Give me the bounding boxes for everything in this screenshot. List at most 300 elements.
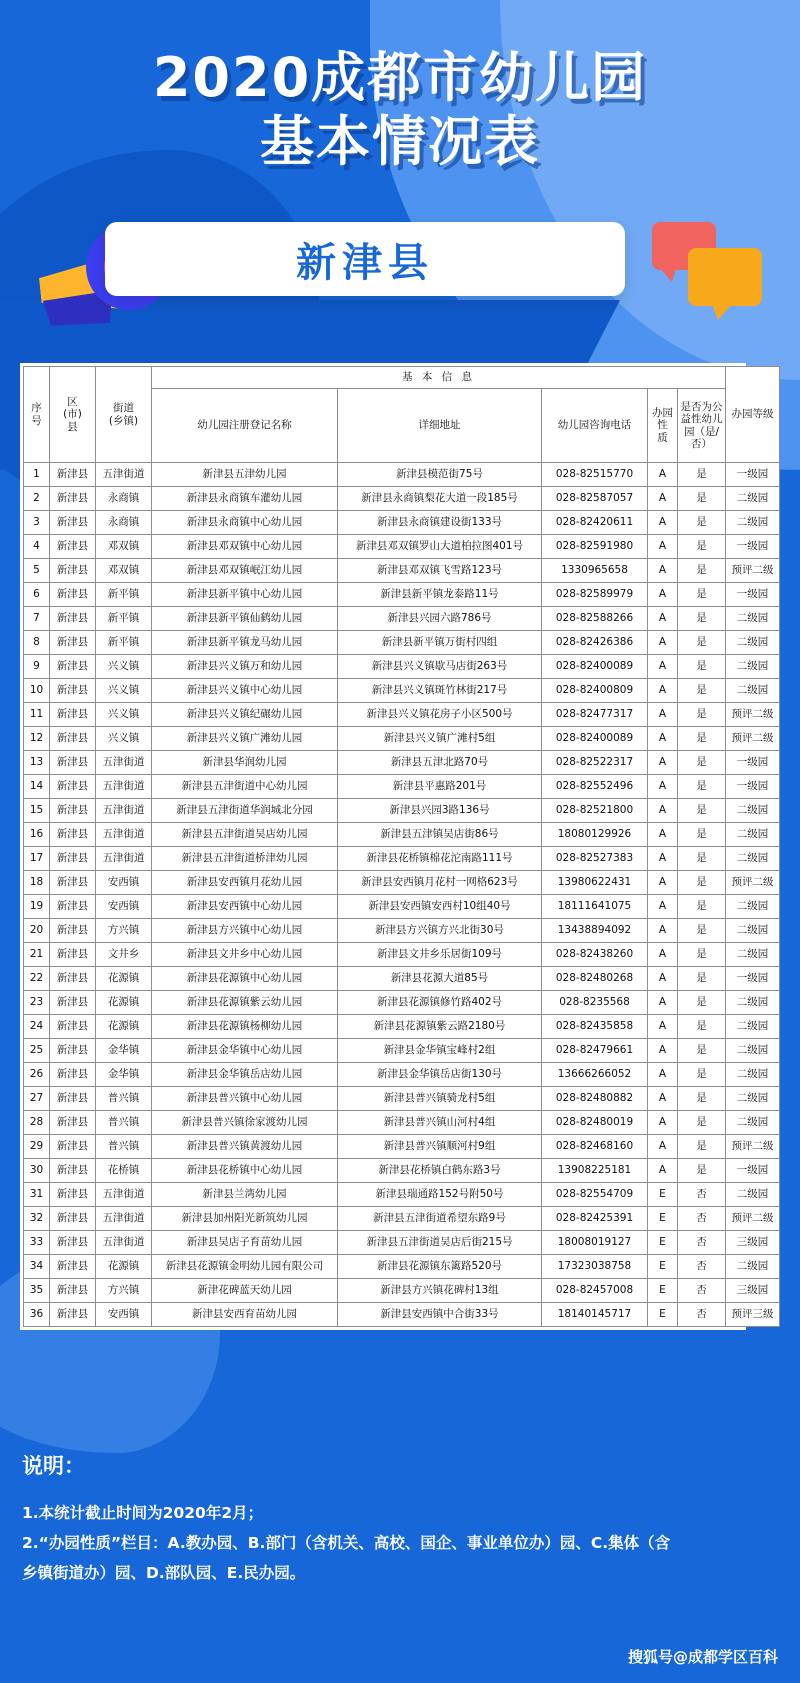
cell-seq: 7 [24, 607, 50, 631]
cell-nature: A [648, 1015, 678, 1039]
cell-public: 是 [678, 535, 726, 559]
cell-address: 新津县安西镇中合街33号 [338, 1303, 542, 1327]
cell-public: 是 [678, 751, 726, 775]
cell-tel: 028-82420611 [542, 511, 648, 535]
cell-level: 二级园 [726, 1087, 780, 1111]
cell-address: 新津县兴义镇广滩村5组 [338, 727, 542, 751]
cell-address: 新津县五津街道希望东路9号 [338, 1207, 542, 1231]
cell-seq: 1 [24, 463, 50, 487]
cell-seq: 24 [24, 1015, 50, 1039]
cell-tel: 028-82477317 [542, 703, 648, 727]
cell-town: 新平镇 [96, 583, 152, 607]
cell-seq: 32 [24, 1207, 50, 1231]
cell-public: 是 [678, 1015, 726, 1039]
cell-name: 新津县安西镇月花幼儿园 [152, 871, 338, 895]
cell-name: 新津县花源镇中心幼儿园 [152, 967, 338, 991]
cell-nature: A [648, 1135, 678, 1159]
cell-district: 新津县 [50, 703, 96, 727]
cell-name: 新津县兴义镇广滩幼儿园 [152, 727, 338, 751]
cell-town: 兴义镇 [96, 703, 152, 727]
cell-tel: 028-82457008 [542, 1279, 648, 1303]
cell-address: 新津县五津镇吴店街86号 [338, 823, 542, 847]
table-row [24, 1039, 780, 1063]
cell-public: 是 [678, 631, 726, 655]
cell-tel: 028-82480019 [542, 1111, 648, 1135]
table-row [24, 1015, 780, 1039]
table-row [24, 919, 780, 943]
cell-name: 新津县金华镇中心幼儿园 [152, 1039, 338, 1063]
cell-seq: 12 [24, 727, 50, 751]
table-row [24, 559, 780, 583]
cell-tel: 028-82522317 [542, 751, 648, 775]
cell-level: 二级园 [726, 655, 780, 679]
cell-district: 新津县 [50, 1111, 96, 1135]
cell-nature: A [648, 1039, 678, 1063]
table-row [24, 1159, 780, 1183]
cell-nature: A [648, 559, 678, 583]
cell-address: 新津县五津街道吴店后街215号 [338, 1231, 542, 1255]
cell-district: 新津县 [50, 1279, 96, 1303]
cell-public: 否 [678, 1183, 726, 1207]
table-row [24, 991, 780, 1015]
cell-seq: 30 [24, 1159, 50, 1183]
cell-level: 一级园 [726, 967, 780, 991]
cell-address: 新津县安西镇月花村一网格623号 [338, 871, 542, 895]
cell-seq: 4 [24, 535, 50, 559]
column-header-nature: 办园性 质 [648, 389, 678, 463]
cell-tel: 18140145717 [542, 1303, 648, 1327]
table-row [24, 679, 780, 703]
cell-public: 是 [678, 1039, 726, 1063]
cell-nature: E [648, 1207, 678, 1231]
cell-district: 新津县 [50, 463, 96, 487]
cell-address: 新津县花源镇修竹路402号 [338, 991, 542, 1015]
cell-district: 新津县 [50, 1255, 96, 1279]
cell-tel: 028-82468160 [542, 1135, 648, 1159]
cell-nature: A [648, 799, 678, 823]
cell-level: 二级园 [726, 799, 780, 823]
cell-tel: 028-82425391 [542, 1207, 648, 1231]
cell-public: 是 [678, 1159, 726, 1183]
cell-level: 二级园 [726, 919, 780, 943]
cell-address: 新津县兴义镇歇马店街263号 [338, 655, 542, 679]
cell-tel: 028-82588266 [542, 607, 648, 631]
cell-tel: 028-82554709 [542, 1183, 648, 1207]
cell-seq: 10 [24, 679, 50, 703]
cell-nature: A [648, 871, 678, 895]
cell-tel: 028-82521800 [542, 799, 648, 823]
table-row [24, 1087, 780, 1111]
cell-name: 新津县兰湾幼儿园 [152, 1183, 338, 1207]
cell-tel: 028-82480268 [542, 967, 648, 991]
notes-line-2: 2.“办园性质”栏目：A.教办园、B.部门（含机关、高校、国企、事业单位办）园、C.集体（含 [22, 1534, 671, 1553]
cell-name: 新津县五津街道桥津幼儿园 [152, 847, 338, 871]
cell-town: 安西镇 [96, 871, 152, 895]
cell-tel: 18080129926 [542, 823, 648, 847]
cell-public: 是 [678, 799, 726, 823]
cell-nature: A [648, 607, 678, 631]
cell-nature: A [648, 943, 678, 967]
cell-district: 新津县 [50, 919, 96, 943]
cell-address: 新津县普兴镇顺河村9组 [338, 1135, 542, 1159]
cell-public: 是 [678, 1087, 726, 1111]
cell-seq: 33 [24, 1231, 50, 1255]
cell-nature: A [648, 487, 678, 511]
cell-seq: 11 [24, 703, 50, 727]
cell-address: 新津县五津北路70号 [338, 751, 542, 775]
cell-town: 永商镇 [96, 487, 152, 511]
cell-seq: 31 [24, 1183, 50, 1207]
cell-name: 新津县金华镇岳店幼儿园 [152, 1063, 338, 1087]
cell-level: 二级园 [726, 511, 780, 535]
cell-address: 新津县方兴镇方兴北街30号 [338, 919, 542, 943]
cell-district: 新津县 [50, 775, 96, 799]
cell-address: 新津县模范街75号 [338, 463, 542, 487]
title-line-1: 2020成都市幼儿园 [152, 46, 648, 109]
table-row [24, 583, 780, 607]
cell-level: 预评二级 [726, 703, 780, 727]
cell-nature: A [648, 535, 678, 559]
cell-public: 是 [678, 679, 726, 703]
cell-town: 五津街道 [96, 1183, 152, 1207]
cell-district: 新津县 [50, 1087, 96, 1111]
cell-nature: A [648, 727, 678, 751]
column-header-town: 街道 (乡镇) [96, 367, 152, 463]
cell-level: 预评三级 [726, 1303, 780, 1327]
cell-address: 新津县新平镇万街村四组 [338, 631, 542, 655]
cell-level: 预评二级 [726, 1207, 780, 1231]
cell-address: 新津县兴园六路786号 [338, 607, 542, 631]
cell-address: 新津县方兴镇花碑村13组 [338, 1279, 542, 1303]
cell-tel: 028-82587057 [542, 487, 648, 511]
table-row [24, 1279, 780, 1303]
table-row [24, 871, 780, 895]
cell-public: 否 [678, 1279, 726, 1303]
cell-name: 新津县文井乡中心幼儿园 [152, 943, 338, 967]
cell-district: 新津县 [50, 1159, 96, 1183]
cell-name: 新津县花源镇金明幼儿园有限公司 [152, 1255, 338, 1279]
table-row [24, 775, 780, 799]
cell-town: 普兴镇 [96, 1087, 152, 1111]
cell-nature: A [648, 703, 678, 727]
table-row [24, 1255, 780, 1279]
cell-name: 新津县兴义镇万和幼儿园 [152, 655, 338, 679]
cell-seq: 29 [24, 1135, 50, 1159]
cell-nature: A [648, 751, 678, 775]
cell-tel: 028-82426386 [542, 631, 648, 655]
cell-seq: 5 [24, 559, 50, 583]
cell-public: 是 [678, 1135, 726, 1159]
cell-seq: 27 [24, 1087, 50, 1111]
cell-name: 新津县兴义镇纪碾幼儿园 [152, 703, 338, 727]
cell-seq: 23 [24, 991, 50, 1015]
cell-name: 新津县普兴镇徐家渡幼儿园 [152, 1111, 338, 1135]
cell-district: 新津县 [50, 1231, 96, 1255]
district-badge [105, 222, 625, 296]
cell-level: 二级园 [726, 679, 780, 703]
cell-name: 新津县花桥镇中心幼儿园 [152, 1159, 338, 1183]
cell-level: 二级园 [726, 1111, 780, 1135]
cell-level: 一级园 [726, 583, 780, 607]
cell-tel: 028-82527383 [542, 847, 648, 871]
cell-name: 新津县新平镇仙鹤幼儿园 [152, 607, 338, 631]
table-row [24, 607, 780, 631]
cell-level: 预评二级 [726, 1135, 780, 1159]
cell-district: 新津县 [50, 1015, 96, 1039]
cell-public: 是 [678, 703, 726, 727]
column-header-public: 是否为公 益性幼儿 园（是/ 否） [678, 389, 726, 463]
cell-seq: 28 [24, 1111, 50, 1135]
cell-district: 新津县 [50, 847, 96, 871]
cell-name: 新津县普兴镇中心幼儿园 [152, 1087, 338, 1111]
table-row [24, 655, 780, 679]
cell-address: 新津县兴园3路136号 [338, 799, 542, 823]
poster-header [0, 0, 800, 350]
cell-nature: A [648, 919, 678, 943]
cell-address: 新津县普兴镇山河村4组 [338, 1111, 542, 1135]
cell-public: 是 [678, 655, 726, 679]
cell-district: 新津县 [50, 679, 96, 703]
cell-seq: 13 [24, 751, 50, 775]
cell-nature: E [648, 1255, 678, 1279]
cell-tel: 028-82480882 [542, 1087, 648, 1111]
cell-address: 新津县安西镇安西村10组40号 [338, 895, 542, 919]
cell-public: 是 [678, 511, 726, 535]
table-row [24, 895, 780, 919]
cell-seq: 9 [24, 655, 50, 679]
cell-town: 新平镇 [96, 631, 152, 655]
column-header-district: 区 (市) 县 [50, 367, 96, 463]
cell-district: 新津县 [50, 751, 96, 775]
cell-district: 新津县 [50, 607, 96, 631]
cell-nature: A [648, 1087, 678, 1111]
cell-district: 新津县 [50, 1207, 96, 1231]
cell-level: 二级园 [726, 823, 780, 847]
cell-nature: E [648, 1279, 678, 1303]
column-header-seq: 序 号 [24, 367, 50, 463]
table-row [24, 535, 780, 559]
cell-nature: E [648, 1231, 678, 1255]
cell-level: 二级园 [726, 487, 780, 511]
cell-town: 金华镇 [96, 1063, 152, 1087]
cell-town: 五津街道 [96, 1207, 152, 1231]
kindergarten-table [23, 366, 780, 1327]
cell-public: 是 [678, 487, 726, 511]
cell-district: 新津县 [50, 559, 96, 583]
cell-name: 新津县花源镇紫云幼儿园 [152, 991, 338, 1015]
cell-tel: 18008019127 [542, 1231, 648, 1255]
column-group-header-basic-info: 基 本 信 息 [152, 367, 726, 389]
cell-name: 新津县吴店子育苗幼儿园 [152, 1231, 338, 1255]
cell-district: 新津县 [50, 895, 96, 919]
cell-address: 新津县邓双镇罗山大道柏拉图401号 [338, 535, 542, 559]
cell-public: 是 [678, 847, 726, 871]
cell-public: 否 [678, 1231, 726, 1255]
cell-name: 新津花碑蓝天幼儿园 [152, 1279, 338, 1303]
cell-tel: 028-82400089 [542, 727, 648, 751]
cell-public: 是 [678, 967, 726, 991]
kindergarten-table-card [20, 363, 774, 1330]
cell-name: 新津县花源镇杨柳幼儿园 [152, 1015, 338, 1039]
cell-level: 二级园 [726, 1039, 780, 1063]
cell-level: 二级园 [726, 847, 780, 871]
cell-level: 二级园 [726, 895, 780, 919]
cell-town: 花源镇 [96, 991, 152, 1015]
cell-seq: 6 [24, 583, 50, 607]
cell-tel: 028-8235568 [542, 991, 648, 1015]
notes-title: 说明： [22, 1454, 85, 1478]
cell-town: 邓双镇 [96, 559, 152, 583]
cell-nature: A [648, 679, 678, 703]
cell-public: 是 [678, 607, 726, 631]
cell-district: 新津县 [50, 799, 96, 823]
district-badge-label: 新津县 [296, 239, 434, 286]
table-row [24, 703, 780, 727]
cell-tel: 028-82400089 [542, 655, 648, 679]
table-row [24, 487, 780, 511]
cell-name: 新津县五津街道吴店幼儿园 [152, 823, 338, 847]
cell-name: 新津县邓双镇岷江幼儿园 [152, 559, 338, 583]
table-row [24, 1183, 780, 1207]
cell-address: 新津县兴义镇斑竹林街217号 [338, 679, 542, 703]
cell-tel: 028-82589979 [542, 583, 648, 607]
cell-level: 一级园 [726, 751, 780, 775]
page-title [0, 48, 800, 173]
cell-town: 五津街道 [96, 751, 152, 775]
cell-address: 新津县金华镇宝峰村2组 [338, 1039, 542, 1063]
table-header [24, 367, 780, 463]
cell-name: 新津县五津街道华润城北分园 [152, 799, 338, 823]
cell-address: 新津县文井乡乐居街109号 [338, 943, 542, 967]
cell-level: 预评二级 [726, 559, 780, 583]
cell-nature: A [648, 991, 678, 1015]
column-header-name: 幼儿园注册登记名称 [152, 389, 338, 463]
cell-address: 新津县新平镇龙泰路11号 [338, 583, 542, 607]
table-row [24, 1231, 780, 1255]
cell-seq: 14 [24, 775, 50, 799]
cell-town: 新平镇 [96, 607, 152, 631]
cell-town: 方兴镇 [96, 919, 152, 943]
notes-line-3: 乡镇街道办）园、D.部队园、E.民办园。 [22, 1564, 306, 1583]
cell-tel: 028-82591980 [542, 535, 648, 559]
cell-public: 是 [678, 775, 726, 799]
cell-district: 新津县 [50, 1183, 96, 1207]
notes-section [22, 1450, 778, 1589]
table-row [24, 1207, 780, 1231]
cell-town: 五津街道 [96, 463, 152, 487]
cell-name: 新津县华润幼儿园 [152, 751, 338, 775]
table-row [24, 799, 780, 823]
cell-tel: 028-82552496 [542, 775, 648, 799]
cell-public: 是 [678, 871, 726, 895]
cell-district: 新津县 [50, 943, 96, 967]
cell-nature: A [648, 967, 678, 991]
cell-nature: A [648, 775, 678, 799]
cell-district: 新津县 [50, 823, 96, 847]
cell-tel: 028-82435858 [542, 1015, 648, 1039]
cell-district: 新津县 [50, 511, 96, 535]
cell-district: 新津县 [50, 535, 96, 559]
cell-district: 新津县 [50, 991, 96, 1015]
cell-name: 新津县兴义镇中心幼儿园 [152, 679, 338, 703]
cell-level: 二级园 [726, 607, 780, 631]
cell-seq: 34 [24, 1255, 50, 1279]
cell-town: 花源镇 [96, 1255, 152, 1279]
cell-town: 普兴镇 [96, 1111, 152, 1135]
cell-tel: 13438894092 [542, 919, 648, 943]
cell-level: 一级园 [726, 535, 780, 559]
cell-nature: A [648, 511, 678, 535]
cell-tel: 028-82515770 [542, 463, 648, 487]
cell-nature: A [648, 1111, 678, 1135]
cell-public: 是 [678, 943, 726, 967]
cell-name: 新津县新平镇龙马幼儿园 [152, 631, 338, 655]
cell-town: 安西镇 [96, 895, 152, 919]
cell-nature: A [648, 847, 678, 871]
cell-town: 五津街道 [96, 823, 152, 847]
cell-public: 是 [678, 919, 726, 943]
cell-town: 方兴镇 [96, 1279, 152, 1303]
cell-public: 是 [678, 463, 726, 487]
cell-name: 新津县方兴镇中心幼儿园 [152, 919, 338, 943]
cell-nature: A [648, 1063, 678, 1087]
cell-address: 新津县花源镇紫云路2180号 [338, 1015, 542, 1039]
cell-address: 新津县花桥镇白鹤东路3号 [338, 1159, 542, 1183]
cell-town: 文井乡 [96, 943, 152, 967]
cell-address: 新津县兴义镇花房子小区500号 [338, 703, 542, 727]
cell-level: 一级园 [726, 463, 780, 487]
cell-town: 五津街道 [96, 775, 152, 799]
cell-level: 一级园 [726, 775, 780, 799]
cell-tel: 028-82400809 [542, 679, 648, 703]
cell-seq: 25 [24, 1039, 50, 1063]
cell-address: 新津县花桥镇棉花沱南路111号 [338, 847, 542, 871]
cell-public: 是 [678, 991, 726, 1015]
cell-seq: 16 [24, 823, 50, 847]
cell-address: 新津县邓双镇飞雪路123号 [338, 559, 542, 583]
cell-name: 新津县永商镇车灌幼儿园 [152, 487, 338, 511]
cell-address: 新津县瑞通路152号附50号 [338, 1183, 542, 1207]
cell-seq: 19 [24, 895, 50, 919]
cell-tel: 13908225181 [542, 1159, 648, 1183]
table-row [24, 967, 780, 991]
cell-nature: A [648, 895, 678, 919]
cell-district: 新津县 [50, 583, 96, 607]
cell-public: 是 [678, 1063, 726, 1087]
table-row [24, 511, 780, 535]
cell-address: 新津县花源大道85号 [338, 967, 542, 991]
cell-level: 三级园 [726, 1231, 780, 1255]
cell-town: 五津街道 [96, 847, 152, 871]
table-row [24, 463, 780, 487]
cell-address: 新津县普兴镇骑龙村5组 [338, 1087, 542, 1111]
cell-nature: A [648, 631, 678, 655]
cell-level: 二级园 [726, 631, 780, 655]
cell-nature: A [648, 463, 678, 487]
cell-level: 三级园 [726, 1279, 780, 1303]
cell-town: 五津街道 [96, 1231, 152, 1255]
cell-town: 兴义镇 [96, 655, 152, 679]
cell-level: 预评二级 [726, 871, 780, 895]
cell-level: 一级园 [726, 1159, 780, 1183]
table-row [24, 727, 780, 751]
cell-nature: E [648, 1303, 678, 1327]
cell-tel: 13666266052 [542, 1063, 648, 1087]
cell-district: 新津县 [50, 631, 96, 655]
cell-town: 花桥镇 [96, 1159, 152, 1183]
cell-name: 新津县永商镇中心幼儿园 [152, 511, 338, 535]
cell-nature: A [648, 583, 678, 607]
